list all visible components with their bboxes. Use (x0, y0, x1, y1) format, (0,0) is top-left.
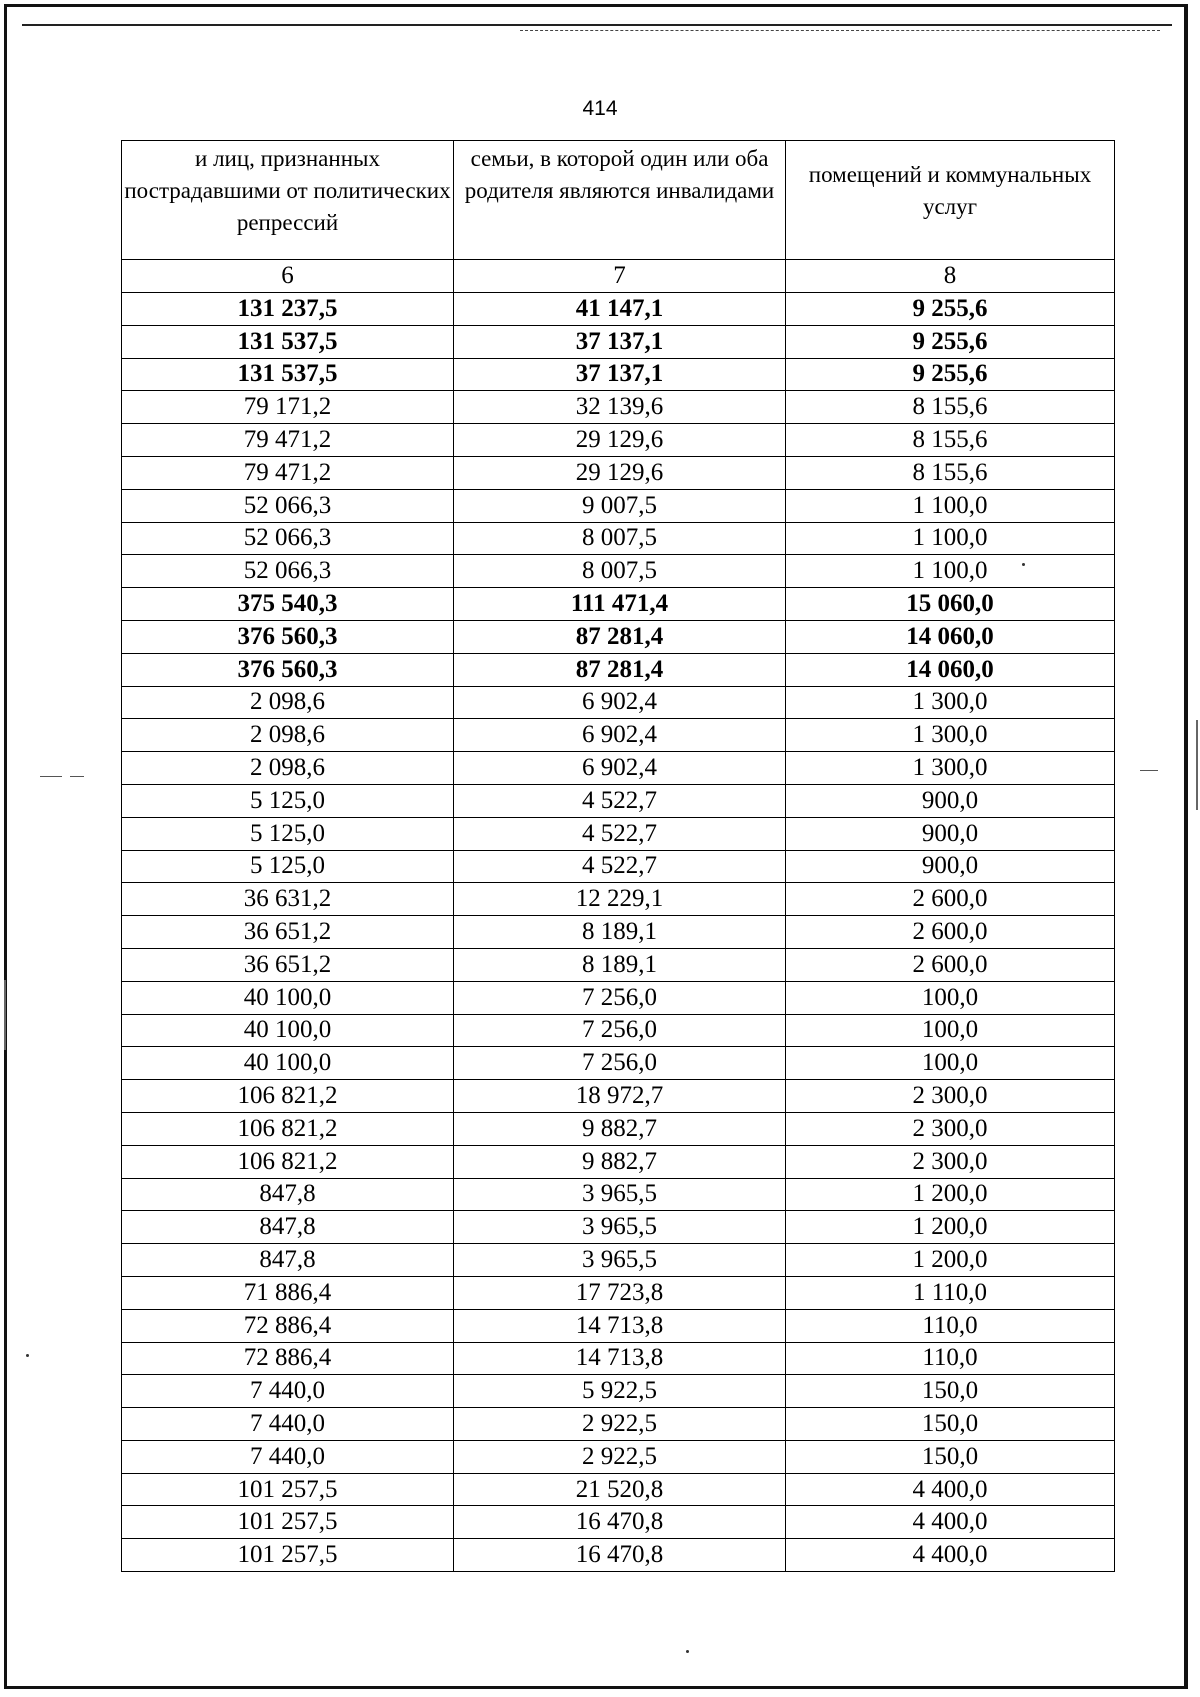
table-row (122, 784, 1115, 817)
table-cell: 87 281,4 (454, 620, 786, 653)
column-number: 6 (122, 260, 454, 293)
table-cell: 2 922,5 (454, 1408, 786, 1441)
table-cell: 7 440,0 (122, 1440, 454, 1473)
table-cell: 847,8 (122, 1178, 454, 1211)
table-cell: 87 281,4 (454, 653, 786, 686)
table-cell: 900,0 (786, 850, 1115, 883)
table-cell: 4 400,0 (786, 1473, 1115, 1506)
table-row (122, 916, 1115, 949)
table-cell: 52 066,3 (122, 489, 454, 522)
scan-edge-mark (4, 980, 6, 1050)
table-cell: 1 200,0 (786, 1244, 1115, 1277)
table-cell: 8 155,6 (786, 391, 1115, 424)
table-cell: 111 471,4 (454, 588, 786, 621)
scan-speck (686, 1650, 689, 1653)
table-cell: 14 713,8 (454, 1309, 786, 1342)
table-cell: 6 902,4 (454, 719, 786, 752)
table-cell: 71 886,4 (122, 1276, 454, 1309)
table-cell: 6 902,4 (454, 686, 786, 719)
table-cell: 12 229,1 (454, 883, 786, 916)
table-row (122, 981, 1115, 1014)
table-cell: 9 255,6 (786, 325, 1115, 358)
table-cell: 5 125,0 (122, 817, 454, 850)
table-cell: 100,0 (786, 981, 1115, 1014)
table-cell: 79 471,2 (122, 456, 454, 489)
table-row (122, 817, 1115, 850)
data-table (121, 140, 1115, 1572)
table-cell: 1 110,0 (786, 1276, 1115, 1309)
table-cell: 36 631,2 (122, 883, 454, 916)
table-cell: 150,0 (786, 1408, 1115, 1441)
table-cell: 150,0 (786, 1440, 1115, 1473)
table-row (122, 1342, 1115, 1375)
table-cell: 1 300,0 (786, 752, 1115, 785)
table-cell: 131 537,5 (122, 358, 454, 391)
scan-edge-mark (1196, 720, 1198, 810)
table-cell: 2 600,0 (786, 883, 1115, 916)
table-cell: 14 060,0 (786, 620, 1115, 653)
header-row (122, 141, 1115, 260)
table-row (122, 588, 1115, 621)
top-rule (22, 24, 1172, 26)
column-number-row (122, 260, 1115, 293)
column-number: 8 (786, 260, 1115, 293)
table-cell: 2 600,0 (786, 916, 1115, 949)
table-row (122, 1178, 1115, 1211)
table-cell: 2 300,0 (786, 1145, 1115, 1178)
table-row (122, 1539, 1115, 1572)
table-cell: 52 066,3 (122, 555, 454, 588)
table-row (122, 719, 1115, 752)
table-cell: 17 723,8 (454, 1276, 786, 1309)
table-cell: 40 100,0 (122, 1047, 454, 1080)
table-row (122, 883, 1115, 916)
table-cell: 9 255,6 (786, 358, 1115, 391)
table-cell: 101 257,5 (122, 1539, 454, 1572)
table-cell: 110,0 (786, 1342, 1115, 1375)
table-cell: 2 098,6 (122, 686, 454, 719)
scan-speck (26, 1354, 29, 1357)
table-cell: 29 129,6 (454, 456, 786, 489)
table-cell: 900,0 (786, 817, 1115, 850)
table-row (122, 293, 1115, 326)
table-cell: 2 600,0 (786, 948, 1115, 981)
table-cell: 8 155,6 (786, 456, 1115, 489)
table-cell: 1 300,0 (786, 719, 1115, 752)
table-cell: 14 060,0 (786, 653, 1115, 686)
table-cell: 150,0 (786, 1375, 1115, 1408)
table-cell: 79 171,2 (122, 391, 454, 424)
margin-mark (70, 776, 84, 777)
table-row (122, 1506, 1115, 1539)
table-row (122, 522, 1115, 555)
table-cell: 1 100,0 (786, 522, 1115, 555)
table-cell: 2 300,0 (786, 1112, 1115, 1145)
table-cell: 40 100,0 (122, 1014, 454, 1047)
table-row (122, 1473, 1115, 1506)
table-cell: 100,0 (786, 1047, 1115, 1080)
table-row (122, 1112, 1115, 1145)
table-cell: 4 400,0 (786, 1506, 1115, 1539)
table-cell: 37 137,1 (454, 325, 786, 358)
table-cell: 131 537,5 (122, 325, 454, 358)
table-cell: 101 257,5 (122, 1506, 454, 1539)
table-row (122, 391, 1115, 424)
table-row (122, 1375, 1115, 1408)
table-cell: 3 965,5 (454, 1211, 786, 1244)
table-cell: 100,0 (786, 1014, 1115, 1047)
table-cell: 375 540,3 (122, 588, 454, 621)
table-row (122, 456, 1115, 489)
table-cell: 4 522,7 (454, 784, 786, 817)
table-row (122, 489, 1115, 522)
table-cell: 79 471,2 (122, 424, 454, 457)
table-cell: 8 007,5 (454, 522, 786, 555)
table-row (122, 1047, 1115, 1080)
table-cell: 1 200,0 (786, 1178, 1115, 1211)
top-rule-dashed (520, 30, 1160, 31)
table-cell: 101 257,5 (122, 1473, 454, 1506)
table-row (122, 325, 1115, 358)
table-cell: 376 560,3 (122, 653, 454, 686)
table-cell: 4 522,7 (454, 850, 786, 883)
table-cell: 4 400,0 (786, 1539, 1115, 1572)
table-cell: 7 440,0 (122, 1408, 454, 1441)
table-cell: 37 137,1 (454, 358, 786, 391)
margin-mark (1140, 770, 1158, 771)
table-cell: 32 139,6 (454, 391, 786, 424)
table-cell: 72 886,4 (122, 1342, 454, 1375)
table-cell: 3 965,5 (454, 1178, 786, 1211)
table-row (122, 620, 1115, 653)
table-row (122, 555, 1115, 588)
margin-mark (40, 776, 62, 777)
table-row (122, 1408, 1115, 1441)
table-cell: 18 972,7 (454, 1080, 786, 1113)
table-row (122, 1014, 1115, 1047)
table-row (122, 1309, 1115, 1342)
table-cell: 9 007,5 (454, 489, 786, 522)
table-cell: 36 651,2 (122, 948, 454, 981)
table-cell: 9 255,6 (786, 293, 1115, 326)
table-cell: 5 922,5 (454, 1375, 786, 1408)
table-cell: 6 902,4 (454, 752, 786, 785)
table-row (122, 948, 1115, 981)
table-cell: 14 713,8 (454, 1342, 786, 1375)
table-cell: 41 147,1 (454, 293, 786, 326)
table-cell: 52 066,3 (122, 522, 454, 555)
table-cell: 1 100,0 (786, 489, 1115, 522)
table-cell: 847,8 (122, 1244, 454, 1277)
table-cell: 5 125,0 (122, 850, 454, 883)
table-row (122, 358, 1115, 391)
table-cell: 847,8 (122, 1211, 454, 1244)
column-header: и лиц, признанных пострадавшими от политических репрессий (122, 141, 454, 260)
table-cell: 5 125,0 (122, 784, 454, 817)
table-cell: 2 098,6 (122, 752, 454, 785)
table-cell: 16 470,8 (454, 1506, 786, 1539)
table-cell: 1 200,0 (786, 1211, 1115, 1244)
table-cell: 4 522,7 (454, 817, 786, 850)
table-cell: 9 882,7 (454, 1112, 786, 1145)
table-cell: 3 965,5 (454, 1244, 786, 1277)
table-cell: 15 060,0 (786, 588, 1115, 621)
table-row (122, 1440, 1115, 1473)
table-cell: 131 237,5 (122, 293, 454, 326)
table-cell: 2 300,0 (786, 1080, 1115, 1113)
table-cell: 1 300,0 (786, 686, 1115, 719)
table-cell: 7 440,0 (122, 1375, 454, 1408)
table-row (122, 653, 1115, 686)
table-cell: 21 520,8 (454, 1473, 786, 1506)
table-row (122, 1244, 1115, 1277)
table-cell: 106 821,2 (122, 1145, 454, 1178)
table-cell: 7 256,0 (454, 1047, 786, 1080)
table-cell: 9 882,7 (454, 1145, 786, 1178)
table-cell: 8 189,1 (454, 948, 786, 981)
table-cell: 7 256,0 (454, 1014, 786, 1047)
table-row (122, 1211, 1115, 1244)
table-cell: 8 189,1 (454, 916, 786, 949)
table-cell: 2 098,6 (122, 719, 454, 752)
table-cell: 8 007,5 (454, 555, 786, 588)
table-row (122, 850, 1115, 883)
table-cell: 900,0 (786, 784, 1115, 817)
table-cell: 106 821,2 (122, 1112, 454, 1145)
column-header: помещений и коммунальных услуг (786, 141, 1115, 260)
table-cell: 106 821,2 (122, 1080, 454, 1113)
table-row (122, 1276, 1115, 1309)
table-cell: 376 560,3 (122, 620, 454, 653)
table-body (122, 293, 1115, 1572)
page-number: 414 (582, 97, 618, 120)
table-row (122, 1080, 1115, 1113)
table-cell: 2 922,5 (454, 1440, 786, 1473)
table-cell: 36 651,2 (122, 916, 454, 949)
table-row (122, 686, 1115, 719)
column-number: 7 (454, 260, 786, 293)
table-cell: 40 100,0 (122, 981, 454, 1014)
table-row (122, 1145, 1115, 1178)
table-row (122, 752, 1115, 785)
table-cell: 110,0 (786, 1309, 1115, 1342)
table-cell: 1 100,0 (786, 555, 1115, 588)
table-cell: 7 256,0 (454, 981, 786, 1014)
table-cell: 8 155,6 (786, 424, 1115, 457)
table-cell: 16 470,8 (454, 1539, 786, 1572)
table-cell: 72 886,4 (122, 1309, 454, 1342)
table-row (122, 424, 1115, 457)
table-cell: 29 129,6 (454, 424, 786, 457)
column-header: семьи, в которой один или оба родителя являются инвалидами (454, 141, 786, 260)
